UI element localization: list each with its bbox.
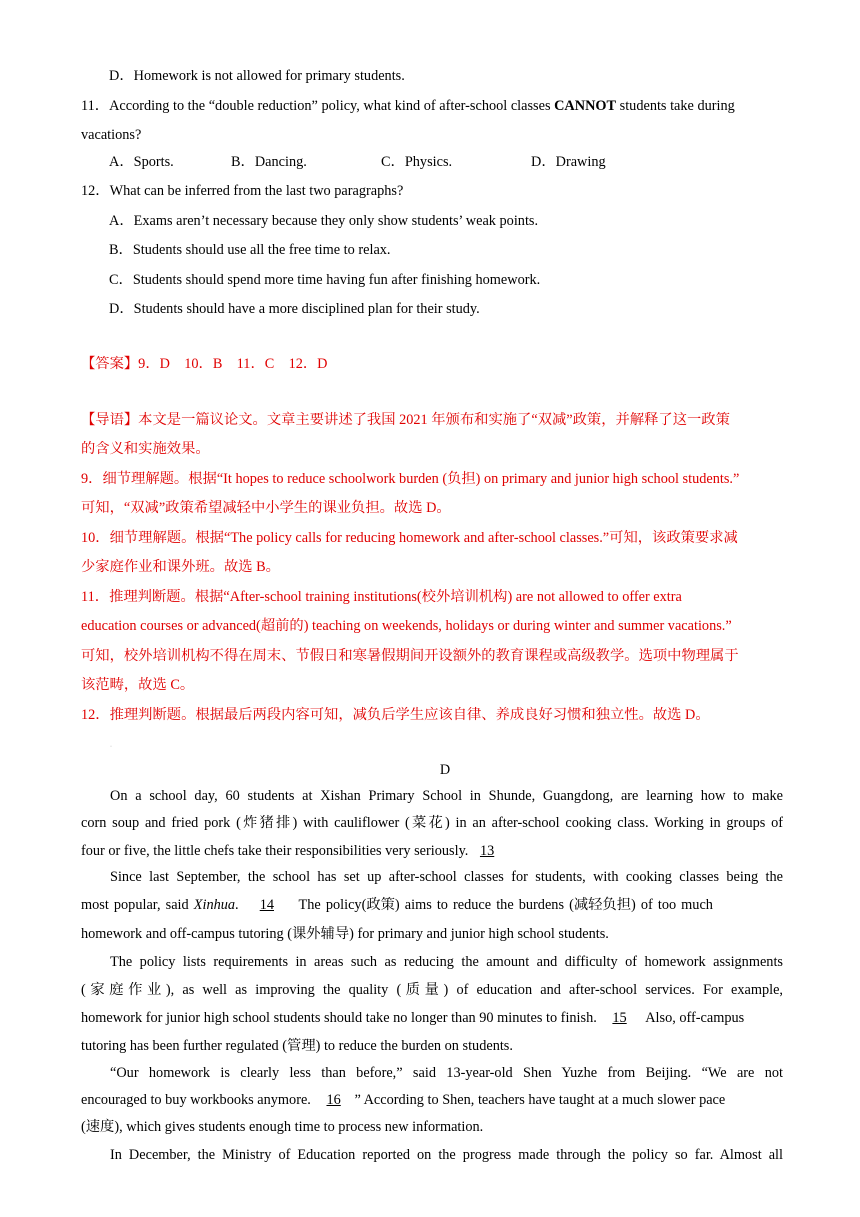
- passage-p1-line-1: On a school day, 60 students at Xishan Primary School in Shunde, Guangdong, are learning how to make: [110, 788, 783, 804]
- passage-p3-line-3-a: homework for junior high school students should take no longer than 90 minutes to finish.: [81, 1010, 597, 1026]
- passage-p2-line-1: Since last September, the school has set up after-school classes for students, with cooking classes being the: [110, 869, 783, 885]
- q11-stem-prefix: 11．According to the “double reduction” policy, what kind of after-school classes: [81, 98, 555, 114]
- explain-11-line-4: 该范畴，故选 C。: [81, 677, 195, 693]
- q12-option-d: D．Students should have a more disciplined plan for their study.: [109, 301, 480, 317]
- passage-p2-line-3: homework and off-campus tutoring (课外辅导) for primary and junior high school students.: [81, 926, 609, 942]
- explain-10-line-1: 10．细节理解题。根据“The policy calls for reducing homework and after-school classes.”可知，该政策要求减: [81, 530, 738, 546]
- passage-p3-line-1: The policy lists requirements in areas such as reducing the amount and difficulty of homework assignments: [110, 954, 783, 970]
- explain-11-line-2: education courses or advanced(超前的) teaching on weekends, holidays or during winter and summer vacations.”: [81, 618, 732, 634]
- passage-p4-line-2: [81, 1091, 725, 1109]
- passage-p1-line-3-text: four or five, the little chefs take their responsibilities very seriously.: [81, 843, 469, 859]
- passage-p3-line-2: (家庭作业), as well as improving the quality (质量) of education and after-school services. For example,: [81, 982, 783, 998]
- passage-p1-line-2: corn soup and fried pork (炸猪排) with cauliflower (菜花) in an after-school cooking class. Working in groups of: [81, 815, 783, 831]
- explain-11-line-1: 11．推理判断题。根据“After-school training institutions(校外培训机构) are not allowed to offer extra: [81, 589, 682, 605]
- explain-12-line: 12．推理判断题。根据最后两段内容可知，减负后学生应该自律、养成良好习惯和独立性。故选 D。: [81, 707, 710, 723]
- passage-p5-line-1: In December, the Ministry of Education reported on the progress made through the policy so far. Almost all: [110, 1147, 783, 1163]
- q12-stem: 12．What can be inferred from the last two paragraphs?: [81, 183, 404, 199]
- section-heading: D: [439, 762, 451, 778]
- passage-p1-line-3: [81, 842, 504, 860]
- explain-11-line-3: 可知，校外培训机构不得在周末、节假日和寒暑假期间开设额外的教育课程或高级教学。选项中物理属于: [81, 648, 739, 664]
- q11-stem-bold: CANNOT: [554, 98, 617, 114]
- q10-option-d: D．Homework is not allowed for primary students.: [109, 68, 405, 84]
- q11-option-d: D．Drawing: [531, 154, 606, 170]
- blank-16: 16: [326, 1092, 341, 1108]
- explain-9-line-2: 可知，“双减”政策希望减轻中小学生的课业负担。故选 D。: [81, 500, 451, 516]
- passage-p4-line-1: “Our homework is clearly less than before,” said 13-year-old Shen Yuzhe from Beijing. “We are not: [110, 1065, 783, 1081]
- q11-stem-suffix: students take during: [616, 98, 735, 114]
- q11-option-c: C．Physics.: [381, 154, 453, 170]
- blank-15: 15: [612, 1010, 627, 1026]
- passage-p3-line-3-b: Also, off-campus: [645, 1010, 745, 1026]
- explain-9-line-1: 9．细节理解题。根据“It hopes to reduce schoolwork burden (负担) on primary and junior high school students.”: [81, 471, 740, 487]
- q11-stem: [81, 97, 735, 115]
- guide-line-1: 【导语】本文是一篇议论文。文章主要讲述了我国 2021 年颁布和实施了“双减”政策，并解释了这一政策: [81, 412, 730, 428]
- passage-p4-line-2-b: ” According to Shen, teachers have taught at a much slower pace: [354, 1092, 726, 1108]
- passage-p2-line-2: [81, 896, 713, 914]
- q11-option-a: A．Sports.: [109, 154, 174, 170]
- passage-p3-line-4: tutoring has been further regulated (管理) to reduce the burden on students.: [81, 1038, 513, 1054]
- q11-option-b: B．Dancing.: [231, 154, 307, 170]
- passage-p3-line-3: [81, 1009, 744, 1027]
- passage-p2-line-2-b: .: [235, 897, 239, 913]
- q12-option-c: C．Students should spend more time having fun after finishing homework.: [109, 272, 541, 288]
- passage-p2-line-2-a: most popular, said: [81, 897, 194, 913]
- passage-p4-line-2-a: encouraged to buy workbooks anymore.: [81, 1092, 311, 1108]
- passage-p2-line-2-c: The policy(政策) aims to reduce the burdens (减轻负担) of too much: [298, 897, 713, 913]
- answer-line: 【答案】9．D 10．B 11．C 12．D: [81, 356, 328, 372]
- q11-stem-cont: vacations?: [81, 127, 142, 143]
- blank-14: 14: [259, 897, 274, 913]
- blank-13: 13: [479, 843, 495, 859]
- q12-option-a: A．Exams aren’t necessary because they only show students’ weak points.: [109, 213, 539, 229]
- explain-10-line-2: 少家庭作业和课外班。故选 B。: [81, 559, 280, 575]
- stray-dot: ·: [110, 744, 112, 750]
- xinhua-italic: Xinhua: [193, 897, 236, 913]
- passage-p4-line-3: (速度), which gives students enough time to process new information.: [81, 1119, 484, 1135]
- guide-line-2: 的含义和实施效果。: [81, 441, 210, 457]
- q12-option-b: B．Students should use all the free time to relax.: [109, 242, 391, 258]
